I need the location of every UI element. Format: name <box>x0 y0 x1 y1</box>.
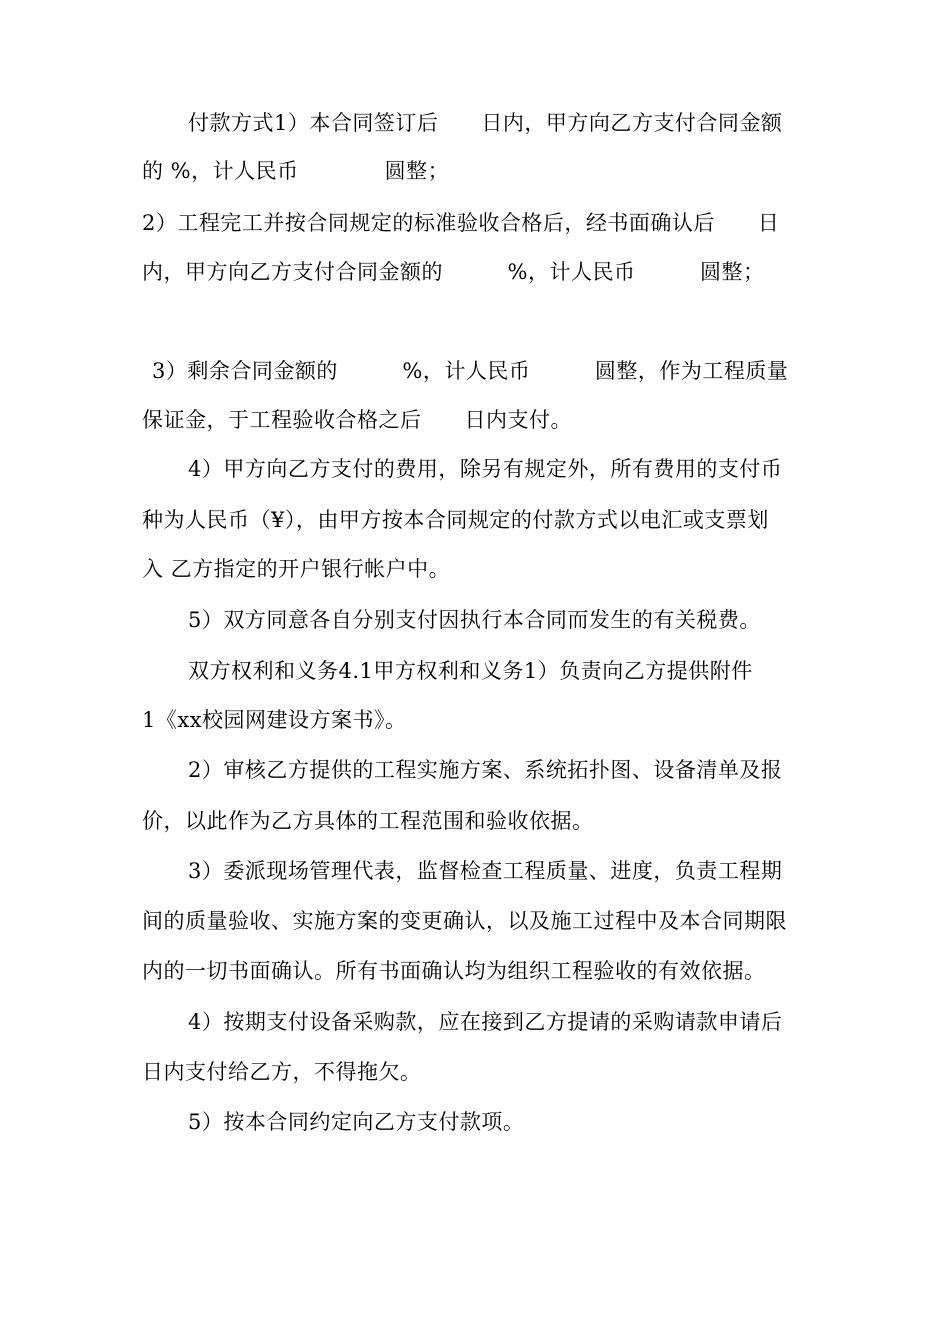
text-line-16: 间的质量验收、实施方案的变更确认，以及施工过程中及本合同期限 <box>142 909 787 933</box>
text-line-10: 5）双方同意各自分别支付因执行本合同而发生的有关税费。 <box>188 608 761 632</box>
text-line-17: 内的一切书面确认。所有书面确认均为组织工程验收的有效依据。 <box>142 959 766 983</box>
text-line-13: 2）审核乙方提供的工程实施方案、系统拓扑图、设备清单及报 <box>188 758 783 782</box>
text-line-18: 4）按期支付设备采购款，应在接到乙方提请的采购请款申请后 <box>188 1010 783 1034</box>
text-line-12: 1《xx校园网建设方案书》。 <box>142 708 407 732</box>
text-line-8: 种为人民币（¥），由甲方按本合同规定的付款方式以电汇或支票划 <box>142 508 769 532</box>
text-line-15: 3）委派现场管理代表，监督检查工程质量、进度，负责工程期 <box>188 859 783 883</box>
text-line-9: 入 乙方指定的开户银行帐户中。 <box>142 557 451 581</box>
text-line-1: 付款方式1）本合同签订后 日内，甲方向乙方支付合同金额 <box>188 111 783 135</box>
text-line-2: 的 %，计人民币 圆整； <box>142 159 450 183</box>
text-line-5: 3）剩余合同金额的 %，计人民币 圆整，作为工程质量 <box>152 359 789 383</box>
text-line-20: 5）按本合同约定向乙方支付款项。 <box>188 1110 525 1134</box>
text-line-3: 2）工程完工并按合同规定的标准验收合格后，经书面确认后 日 <box>142 211 780 235</box>
text-line-11: 双方权利和义务4.1甲方权利和义务1）负责向乙方提供附件 <box>188 659 753 683</box>
text-line-19: 日内支付给乙方，不得拖欠。 <box>142 1060 422 1084</box>
text-line-7: 4）甲方向乙方支付的费用，除另有规定外，所有费用的支付币 <box>188 457 783 481</box>
text-line-6: 保证金，于工程验收合格之后 日内支付。 <box>142 408 572 432</box>
text-line-14: 价，以此作为乙方具体的工程范围和验收依据。 <box>142 809 594 833</box>
text-line-4: 内，甲方向乙方支付合同金额的 %，计人民币 圆整； <box>142 260 765 284</box>
